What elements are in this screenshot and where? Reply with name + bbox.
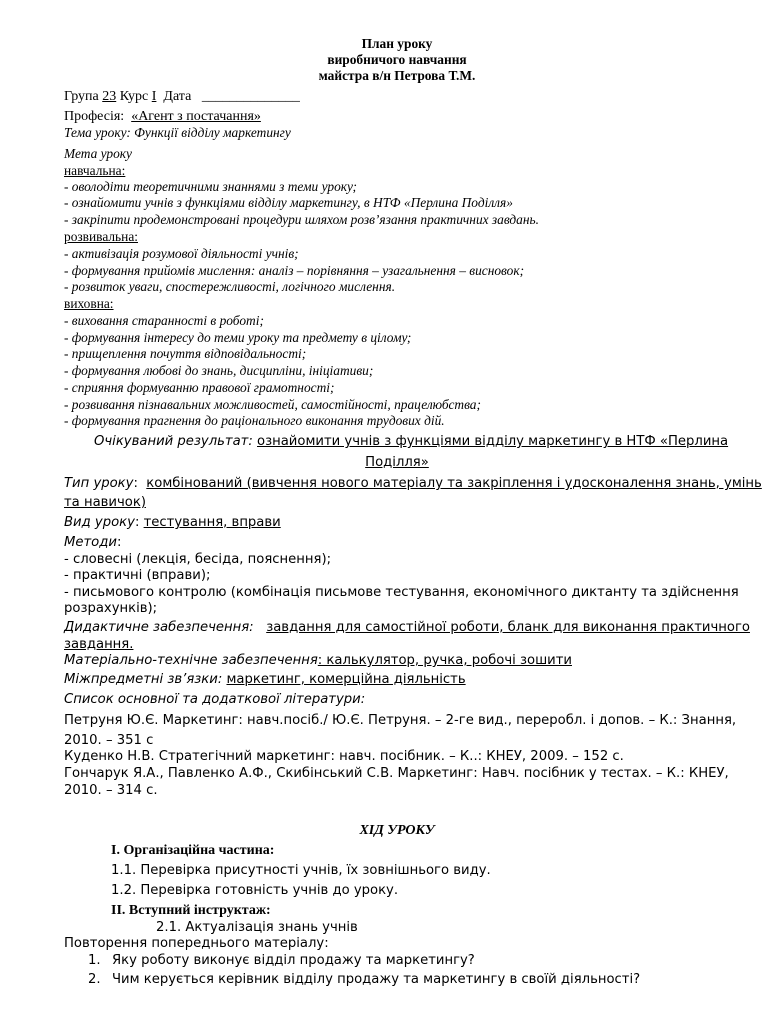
interdisciplinary-label: Міжпредметні зв’язки: — [64, 672, 223, 687]
question-item — [88, 953, 475, 969]
course-label: Курс — [119, 89, 149, 104]
question-text: Чим керується керівник відділу продажу та маркетингу в своїй діяльності? — [112, 972, 641, 987]
upbringing-item: - формування інтересу до теми уроку та предмету в цілому; — [64, 330, 412, 345]
upbringing-item: - сприяння формуванню правової грамотності; — [64, 380, 335, 395]
method-item: - письмового контролю (комбінація письмове тестування, економічного диктанту та здійснення — [64, 585, 739, 600]
lesson-type-value-cont: та навичок) — [64, 495, 146, 510]
title-line-1: План уроку — [361, 36, 433, 51]
methods-heading: Методи: — [64, 535, 122, 550]
lesson-kind-value: тестування, вправи — [143, 515, 281, 530]
upbringing-item: - розвивання пізнавальних можливостей, самостійності, працелюбства; — [64, 397, 481, 412]
profession-value: «Агент з постачання» — [131, 109, 261, 124]
course-value: I — [151, 89, 157, 104]
didactic-label: Дидактичне забезпечення: — [64, 620, 254, 635]
expected-result-value: ознайомити учнів з функціями відділу маркетингу в НТФ «Перлина — [257, 434, 729, 449]
educational-item: - ознайомити учнів з функціями відділу маркетингу, в НТФ «Перлина Поділля» — [64, 195, 513, 210]
literature-heading: Список основної та додаткової літератури: — [64, 692, 366, 707]
part2-heading: ІІ. Вступний інструктаж: — [111, 903, 271, 918]
literature-item-cont: 2010. – 314 с. — [64, 783, 158, 798]
lesson-topic: Тема уроку: Функції відділу маркетингу — [64, 125, 291, 140]
upbringing-item: - формування прагнення до раціонального виконання трудових дій. — [64, 413, 445, 428]
title-line-2: виробничого навчання — [327, 52, 467, 67]
group-value: 23 — [102, 89, 117, 104]
part1-heading: І. Організаційна частина: — [111, 843, 275, 858]
developmental-item: - активізація розумової діяльності учнів; — [64, 246, 299, 261]
question-number: 1. — [88, 953, 101, 968]
educational-item: - закріпити продемонстровані процедури шляхом розв’язання практичних завдань. — [64, 212, 539, 227]
upbringing-item: - виховання старанності в роботі; — [64, 313, 264, 328]
methods-label: Методи — [64, 535, 117, 550]
lesson-type-value: комбінований (вивчення нового матеріалу та закріплення і удосконалення знань, умінь — [146, 476, 762, 491]
material-line — [64, 653, 572, 669]
literature-item: Петруня Ю.Є. Маркетинг: навч.посіб./ Ю.Є. Петруня. – 2-ге вид., переробл. і допов. – К.: Знання, — [64, 713, 737, 728]
developmental-item: - розвиток уваги, спостережливості, логічного мислення. — [64, 279, 396, 294]
course-heading: ХІД УРОКУ — [359, 823, 435, 838]
goal-heading: Мета уроку — [64, 146, 132, 161]
expected-result-value-cont: Поділля» — [365, 455, 429, 470]
literature-item: Куденко Н.В. Стратегічний маркетинг: навч. посібник. – К..: КНЕУ, 2009. – 152 с. — [64, 749, 624, 764]
part1-item: 1.1. Перевірка присутності учнів, їх зовнішнього виду. — [111, 863, 491, 878]
group-label: Група — [64, 89, 99, 104]
part2-item: 2.1. Актуалізація знань учнів — [156, 920, 358, 935]
date-blank: ______________ — [201, 89, 300, 104]
literature-item: Гончарук Я.А., Павленко А.Ф., Скибінський С.В. Маркетинг: Навч. посібник у тестах. – К.: КНЕУ, — [64, 766, 729, 781]
method-item-cont: розрахунків); — [64, 601, 158, 616]
literature-item-cont: 2010. – 351 с — [64, 733, 154, 748]
upbringing-item: - прищеплення почуття відповідальності; — [64, 346, 307, 361]
lesson-kind-label: Вид уроку — [64, 515, 135, 530]
developmental-item: - формування прийомів мислення: аналіз – порівняння – узагальнення – висновок; — [64, 263, 525, 278]
question-text: Яку роботу виконує відділ продажу та маркетингу? — [112, 953, 475, 968]
upbringing-item: - формування любові до знань, дисципліни, ініціативи; — [64, 363, 374, 378]
developmental-label: розвивальна: — [64, 229, 138, 244]
part1-item: 1.2. Перевірка готовність учнів до уроку. — [111, 883, 399, 898]
method-item: - практичні (вправи); — [64, 568, 211, 583]
title-line-3: майстра в/н Петрова Т.М. — [318, 68, 476, 83]
interdisciplinary-value: маркетинг, комерційна діяльність — [226, 672, 466, 687]
date-label: Дата — [163, 89, 192, 104]
educational-label: навчальна: — [64, 163, 126, 178]
group-line — [64, 89, 300, 105]
material-label: Матеріально-технічне забезпечення — [64, 653, 318, 668]
question-item — [88, 972, 640, 988]
didactic-line — [64, 620, 750, 636]
question-number: 2. — [88, 972, 101, 987]
lesson-type-line: Тип уроку: комбінований (вивчення нового матеріалу та закріплення і удосконалення знань, умінь — [64, 476, 762, 491]
expected-result-line — [94, 434, 728, 450]
didactic-value-cont: завдання. — [64, 637, 134, 652]
upbringing-label: виховна: — [64, 296, 114, 311]
repeat-heading: Повторення попереднього матеріалу: — [64, 936, 329, 951]
didactic-value: завдання для самостійної роботи, бланк для виконання практичного — [266, 620, 750, 635]
lesson-type-label: Тип уроку — [64, 476, 134, 491]
profession-label: Професія: — [64, 109, 125, 124]
profession-line — [64, 109, 261, 125]
material-value: : калькулятор, ручка, робочі зошити — [317, 653, 572, 668]
lesson-kind-line: Вид уроку: тестування, вправи — [64, 515, 281, 530]
method-item: - словесні (лекція, бесіда, пояснення); — [64, 552, 332, 567]
expected-result-label: Очікуваний результат: — [94, 434, 253, 449]
interdisciplinary-line — [64, 672, 466, 688]
educational-item: - оволодіти теоретичними знаннями з теми уроку; — [64, 179, 357, 194]
